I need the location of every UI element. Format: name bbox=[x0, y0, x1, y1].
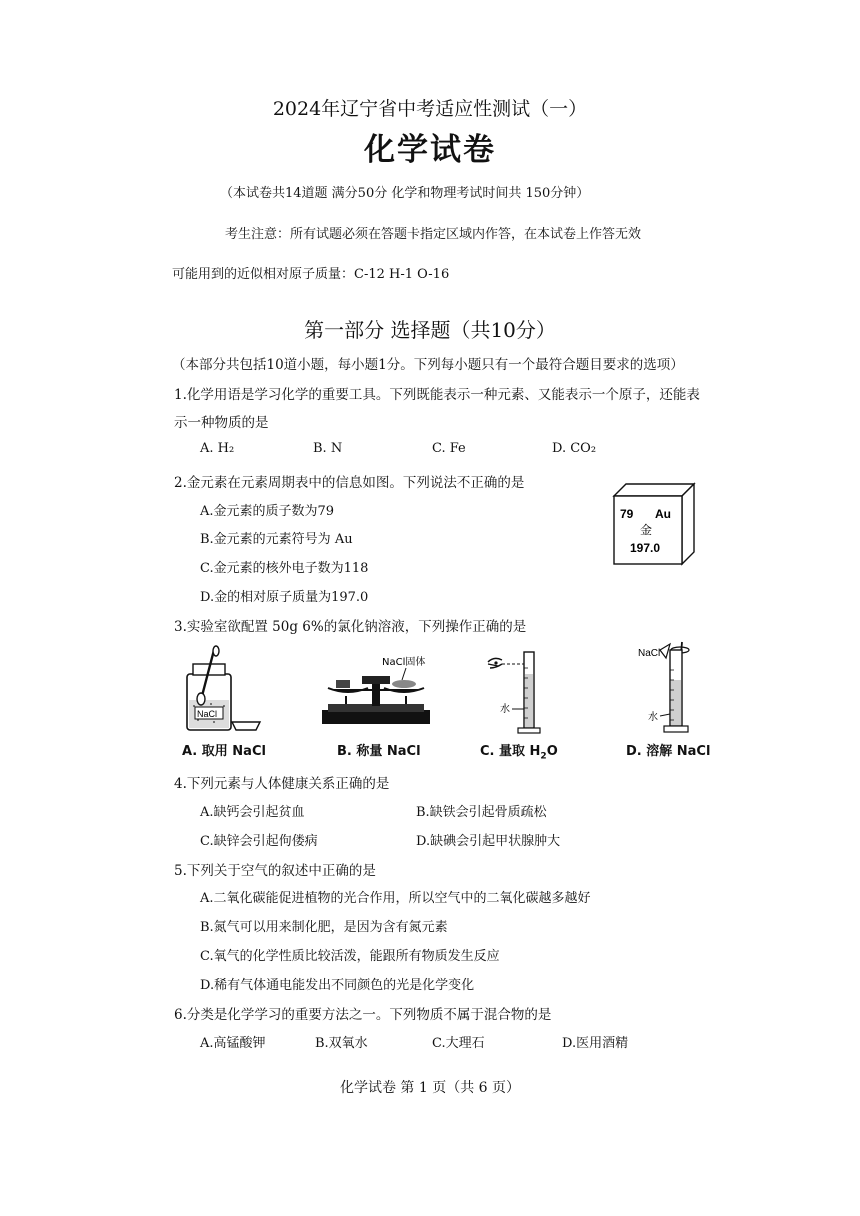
bottle-label: NaCl bbox=[197, 709, 218, 719]
q1-stem-line1: 1.化学用语是学习化学的重要工具。下列既能表示一种元素、又能表示一个原子，还能表 bbox=[174, 387, 700, 403]
gold-element-card bbox=[612, 482, 696, 566]
q2-option-c: C.金元素的核外电子数为118 bbox=[200, 561, 369, 576]
figure-a-take-nacl bbox=[178, 644, 270, 736]
q4-option-d: D.缺碘会引起甲状腺肿大 bbox=[416, 834, 561, 849]
q2-stem: 2.金元素在元素周期表中的信息如图。下列说法不正确的是 bbox=[174, 475, 525, 491]
card-symbol: Au bbox=[655, 507, 671, 521]
q6-option-c: C.大理石 bbox=[432, 1036, 485, 1051]
q1-option-b: B. N bbox=[313, 441, 343, 456]
q1-option-c: C. Fe bbox=[432, 441, 466, 456]
q6-option-b: B.双氧水 bbox=[315, 1036, 368, 1051]
section-intro: （本部分共包括10道小题，每小题1分。下列每小题只有一个最符合题目要求的选项） bbox=[172, 357, 684, 373]
page-footer: 化学试卷 第 1 页（共 6 页） bbox=[339, 1080, 521, 1096]
q4-option-b: B.缺铁会引起骨质疏松 bbox=[416, 805, 547, 820]
card-mass: 197.0 bbox=[630, 541, 661, 555]
q4-option-a: A.缺钙会引起贫血 bbox=[200, 805, 305, 820]
q3-stem: 3.实验室欲配置 50g 6%的氯化钠溶液，下列操作正确的是 bbox=[174, 619, 527, 635]
atomic-masses: 可能用到的近似相对原子质量：C-12 H-1 O-16 bbox=[172, 267, 450, 282]
figure-b-weigh-nacl bbox=[318, 652, 434, 730]
q5-option-d: D.稀有气体通电能发出不同颜色的光是化学变化 bbox=[200, 978, 475, 993]
figure-d-caption: D. 溶解 NaCl bbox=[626, 744, 711, 759]
q2-option-a: A.金元素的质子数为79 bbox=[200, 504, 335, 519]
q6-stem: 6.分类是化学学习的重要方法之一。下列物质不属于混合物的是 bbox=[174, 1007, 552, 1023]
q1-stem-line2: 示一种物质的是 bbox=[174, 415, 269, 431]
q6-option-a: A.高锰酸钾 bbox=[200, 1036, 266, 1051]
water-label-c: 水 bbox=[500, 704, 510, 715]
card-atomic-number: 79 bbox=[620, 507, 634, 521]
section-title: 第一部分 选择题（共10分） bbox=[304, 318, 556, 342]
q4-stem: 4.下列元素与人体健康关系正确的是 bbox=[174, 776, 390, 792]
figure-b-caption: B. 称量 NaCl bbox=[337, 744, 421, 759]
q5-option-c: C.氧气的化学性质比较活泼，能跟所有物质发生反应 bbox=[200, 949, 500, 964]
q2-option-d: D.金的相对原子质量为197.0 bbox=[200, 590, 369, 605]
figure-c-caption: C. 量取 $H_2O$ bbox=[480, 744, 558, 762]
q5-option-b: B.氮气可以用来制化肥，是因为含有氮元素 bbox=[200, 920, 448, 935]
figure-d-dissolve-nacl bbox=[636, 640, 716, 738]
q2-option-b: B.金元素的元素符号为 Au bbox=[200, 532, 353, 547]
exam-notice: 考生注意：所有试题必须在答题卡指定区域内作答，在本试卷上作答无效 bbox=[225, 227, 642, 242]
q6-option-d: D.医用酒精 bbox=[562, 1036, 629, 1051]
q4-option-c: C.缺锌会引起佝偻病 bbox=[200, 834, 318, 849]
q1-option-d: D. CO₂ bbox=[552, 441, 597, 456]
exam-info: （本试卷共14道题 满分50分 化学和物理考试时间共 150分钟） bbox=[220, 186, 590, 201]
card-name: 金 bbox=[640, 523, 653, 537]
exam-heading: 2024年辽宁省中考适应性测试（一） bbox=[272, 98, 588, 120]
q5-option-a: A.二氧化碳能促进植物的光合作用，所以空气中的二氧化碳越多越好 bbox=[200, 891, 591, 906]
page-title: 化学试卷 bbox=[364, 132, 496, 168]
nacl-label-d: NaCl bbox=[638, 648, 661, 659]
figure-c-measure-water bbox=[484, 648, 564, 738]
q5-stem: 5.下列关于空气的叙述中正确的是 bbox=[174, 863, 376, 879]
solid-label: NaCl固体 bbox=[382, 657, 426, 668]
water-label-d: 水 bbox=[648, 712, 658, 723]
figure-a-caption: A. 取用 NaCl bbox=[182, 744, 266, 759]
q1-option-a: A. H₂ bbox=[200, 441, 235, 456]
